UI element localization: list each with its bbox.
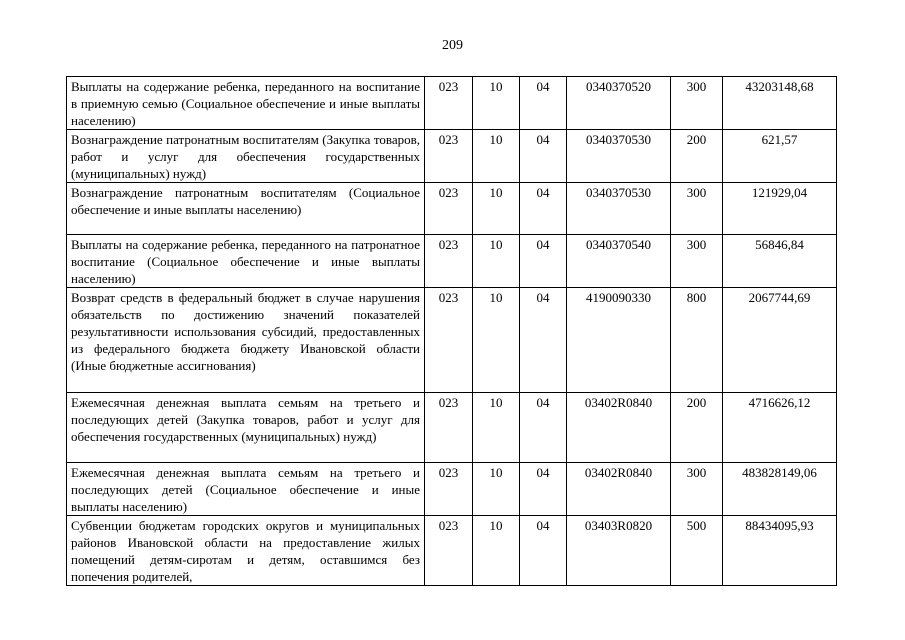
row-expense-type: 300 — [671, 77, 723, 130]
row-description: Вознаграждение патронатным воспитателям (Социальное обеспечение и иные выплаты населению) — [67, 183, 425, 235]
table-row — [67, 130, 837, 183]
row-target-article: 0340370530 — [567, 130, 671, 183]
row-expense-type: 500 — [671, 516, 723, 586]
row-code: 023 — [425, 183, 473, 235]
row-subsection: 04 — [520, 288, 567, 393]
row-section: 10 — [473, 393, 520, 463]
row-amount: 121929,04 — [723, 183, 837, 235]
row-amount: 2067744,69 — [723, 288, 837, 393]
row-description: Ежемесячная денежная выплата семьям на третьего и последующих детей (Закупка товаров, работ и услуг для обеспечения государственных (муниципальных) нужд) — [67, 393, 425, 463]
row-amount: 4716626,12 — [723, 393, 837, 463]
table-row — [67, 288, 837, 393]
row-subsection: 04 — [520, 235, 567, 288]
row-amount: 43203148,68 — [723, 77, 837, 130]
table-row — [67, 393, 837, 463]
row-expense-type: 200 — [671, 130, 723, 183]
row-target-article: 4190090330 — [567, 288, 671, 393]
row-subsection: 04 — [520, 130, 567, 183]
row-description: Возврат средств в федеральный бюджет в случае нарушения обязательств по достижению значений показателей результативности использования субсидий, предоставленных из федерального бюджета бюджету Ивановской области (Иные бюджетные ассигнования) — [67, 288, 425, 393]
row-target-article: 0340370530 — [567, 183, 671, 235]
row-description: Выплаты на содержание ребенка, переданного на патронатное воспитание (Социальное обеспечение и иные выплаты населению) — [67, 235, 425, 288]
row-amount: 56846,84 — [723, 235, 837, 288]
row-target-article: 0340370520 — [567, 77, 671, 130]
row-amount: 88434095,93 — [723, 516, 837, 586]
row-section: 10 — [473, 235, 520, 288]
row-description: Выплаты на содержание ребенка, переданного на воспитание в приемную семью (Социальное обеспечение и иные выплаты населению) — [67, 77, 425, 130]
row-expense-type: 800 — [671, 288, 723, 393]
budget-table — [66, 76, 837, 586]
row-amount: 621,57 — [723, 130, 837, 183]
row-expense-type: 200 — [671, 393, 723, 463]
row-target-article: 03402R0840 — [567, 393, 671, 463]
table-row — [67, 463, 837, 516]
row-code: 023 — [425, 235, 473, 288]
row-subsection: 04 — [520, 183, 567, 235]
table-row — [67, 77, 837, 130]
row-expense-type: 300 — [671, 463, 723, 516]
row-description: Ежемесячная денежная выплата семьям на третьего и последующих детей (Социальное обеспечение и иные выплаты населению) — [67, 463, 425, 516]
row-section: 10 — [473, 288, 520, 393]
row-target-article: 03402R0840 — [567, 463, 671, 516]
row-code: 023 — [425, 130, 473, 183]
row-expense-type: 300 — [671, 235, 723, 288]
table-row — [67, 516, 837, 586]
table-row — [67, 235, 837, 288]
row-description: Вознаграждение патронатным воспитателям (Закупка товаров, работ и услуг для обеспечения государственных (муниципальных) нужд) — [67, 130, 425, 183]
row-subsection: 04 — [520, 463, 567, 516]
row-code: 023 — [425, 463, 473, 516]
row-subsection: 04 — [520, 77, 567, 130]
row-section: 10 — [473, 516, 520, 586]
row-section: 10 — [473, 463, 520, 516]
row-code: 023 — [425, 516, 473, 586]
row-expense-type: 300 — [671, 183, 723, 235]
row-target-article: 03403R0820 — [567, 516, 671, 586]
row-subsection: 04 — [520, 393, 567, 463]
row-description: Субвенции бюджетам городских округов и муниципальных районов Ивановской области на предоставление жилых помещений детям-сиротам и детям, оставшимся без попечения родителей, — [67, 516, 425, 586]
row-code: 023 — [425, 393, 473, 463]
row-section: 10 — [473, 130, 520, 183]
table-row — [67, 183, 837, 235]
row-amount: 483828149,06 — [723, 463, 837, 516]
row-code: 023 — [425, 288, 473, 393]
row-code: 023 — [425, 77, 473, 130]
row-section: 10 — [473, 183, 520, 235]
row-subsection: 04 — [520, 516, 567, 586]
row-target-article: 0340370540 — [567, 235, 671, 288]
page-number: 209 — [442, 38, 463, 53]
row-section: 10 — [473, 77, 520, 130]
